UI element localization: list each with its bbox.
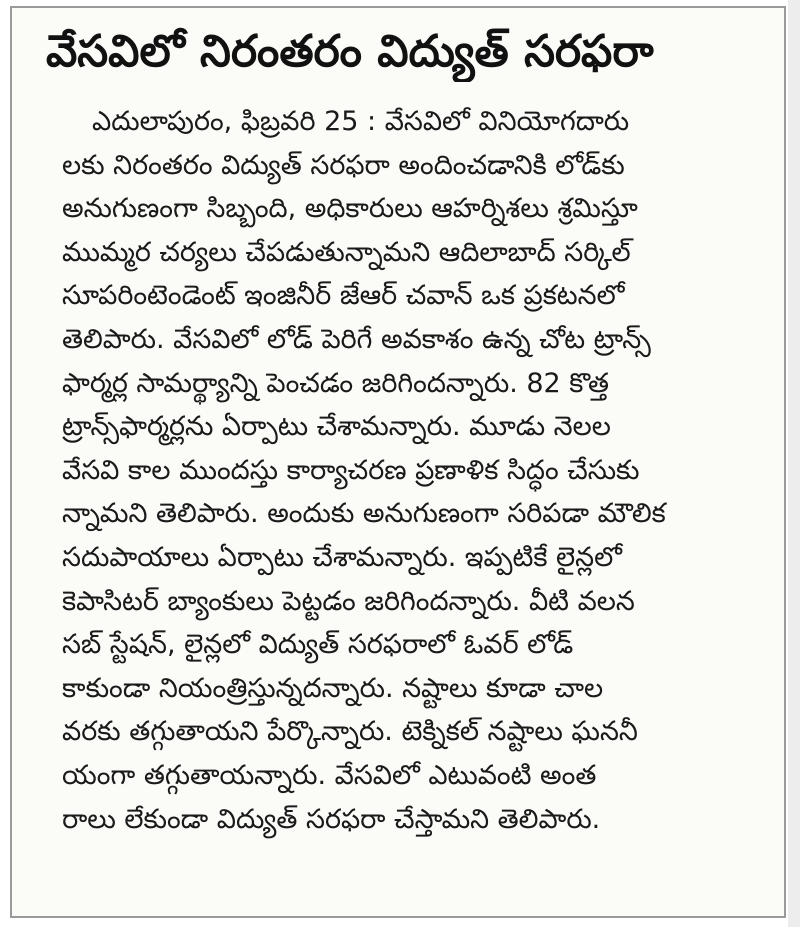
article-line: అనుగుణంగా సిబ్బంది, అధికారులు ఆహర్నిశలు శ్రమిస్తూ (62, 193, 638, 225)
newspaper-clipping (10, 6, 786, 918)
article-line: వేసవి కాల ముందస్తు కార్యాచరణ ప్రణాళిక సిద్ధం చేసుకు (62, 454, 640, 486)
article-line: సబ్ స్టేషన్, లైన్లలో విద్యుత్ సరఫరాలో ఓవర్ లోడ్ (62, 629, 574, 661)
article-line: రాలు లేకుండా విద్యుత్ సరఫరా చేస్తామని తెలిపారు. (62, 803, 601, 835)
article-line: లకు నిరంతరం విద్యుత్ సరఫరా అందించడానికి లోడ్‌కు (62, 149, 625, 181)
article-line: ముమ్మర చర్యలు చేపడుతున్నామని ఆదిలాబాద్ సర్కిల్ (62, 236, 631, 268)
article-line: తెలిపారు. వేసవిలో లోడ్ పెరిగే అవకాశం ఉన్న చోట ట్రాన్స్ (62, 323, 651, 355)
article-line: కాకుండా నియంత్రిస్తున్నదన్నారు. నష్టాలు కూడా చాల (62, 672, 604, 704)
article-line: ఫార్మర్ల సామర్థ్యాన్ని పెంచడం జరిగిందన్నారు. 82 కొత్త (62, 367, 610, 399)
article-line: యంగా తగ్గుతాయన్నారు. వేసవిలో ఎటువంటి అంత (62, 759, 597, 791)
article-line: ఎదులాపురం, ఫిబ్రవరి 25 : వేసవిలో వినియోగదారు (92, 106, 630, 137)
article-line: న్నామని తెలిపారు. అందుకు అనుగుణంగా సరిపడా మౌలిక (62, 498, 666, 530)
article-body (62, 100, 758, 841)
article-line: సూపరింటెండెంట్ ఇంజినీర్ జేఆర్ చవాన్ ఒక ప్రకటనలో (62, 280, 625, 312)
article-line: సదుపాయాలు ఏర్పాటు చేశామన్నారు. ఇప్పటికే లైన్లలో (62, 541, 622, 573)
article-line: వరకు తగ్గుతాయని పేర్కొన్నారు. టెక్నికల్ నష్టాలు ఘననీ (62, 716, 638, 748)
article-line: ట్రాన్స్‌ఫార్మర్లను ఏర్పాటు చేశామన్నారు. మూడు నెలల (62, 411, 611, 443)
page-edge (788, 0, 800, 927)
article-line: కెపాసిటర్ బ్యాంకులు పెట్టడం జరిగిందన్నారు. వీటి వలన (62, 585, 635, 617)
headline: వేసవిలో నిరంతరం విద్యుత్ సరఫరా (46, 26, 654, 77)
